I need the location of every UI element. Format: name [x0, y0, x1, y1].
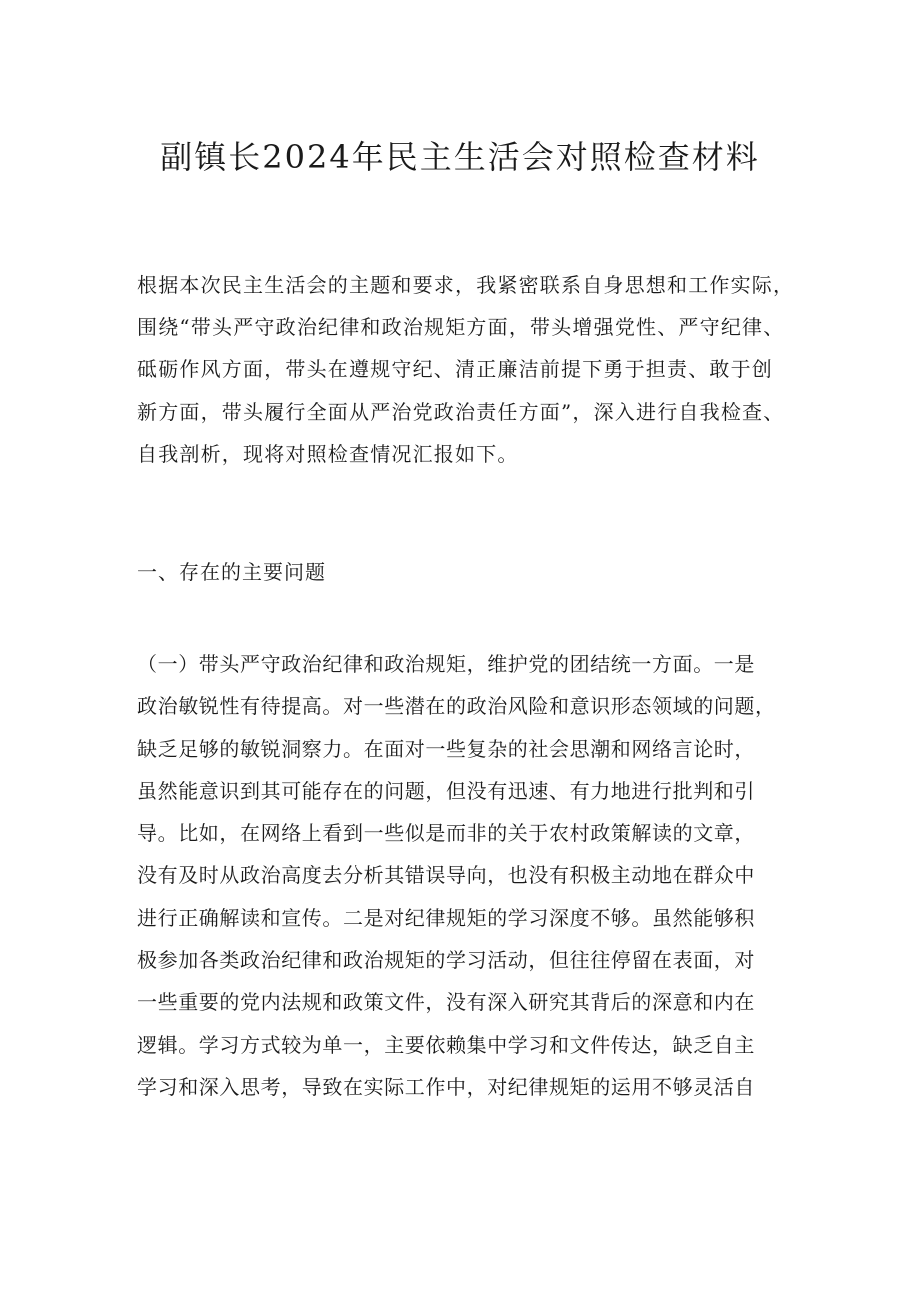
intro-line: 围绕“带头严守政治纪律和政治规矩方面，带头增强党性、严守纪律、: [137, 315, 785, 340]
section1-line: 学习和深入思考，导致在实际工作中，对纪律规矩的运用不够灵活自: [137, 1074, 755, 1099]
section1-line: （一）带头严守政治纪律和政治规矩，维护党的团结统一方面。一是: [137, 652, 755, 676]
section1-line: 进行正确解读和宣传。二是对纪律规矩的学习深度不够。虽然能够积: [137, 905, 755, 930]
section1-line: 政治敏锐性有待提高。对一些潜在的政治风险和意识形态领域的问题，: [137, 694, 776, 719]
section1-line: 导。比如，在网络上看到一些似是而非的关于农村政策解读的文章，: [137, 821, 755, 846]
intro-line: 自我剖析，现将对照检查情况汇报如下。: [137, 441, 519, 466]
document-title: 副镇长2024年民主生活会对照检查材料: [160, 138, 760, 176]
section1-line: 没有及时从政治高度去分析其错误导向，也没有积极主动地在群众中: [137, 863, 755, 888]
section1-line: 逻辑。学习方式较为单一，主要依赖集中学习和文件传达，缺乏自主: [137, 1032, 755, 1057]
intro-paragraph: [137, 264, 797, 475]
section1-line: 缺乏足够的敏锐洞察力。在面对一些复杂的社会思潮和网络言论时，: [137, 736, 755, 761]
intro-line: 砥砺作风方面，带头在遵规守纪、清正廉洁前提下勇于担责、敢于创: [137, 357, 773, 382]
section1-line: 虽然能意识到其可能存在的问题，但没有迅速、有力地进行批判和引: [137, 778, 755, 803]
intro-line: 根据本次民主生活会的主题和要求，我紧密联系自身思想和工作实际，: [137, 273, 795, 297]
section1-line: 一些重要的党内法规和政策文件，没有深入研究其背后的深意和内在: [137, 990, 755, 1015]
section1-line: 极参加各类政治纪律和政治规矩的学习活动，但往往停留在表面，对: [137, 948, 755, 973]
section-heading: 一、存在的主要问题: [137, 560, 326, 584]
section1-paragraph: [137, 643, 797, 1108]
intro-line: 新方面，带头履行全面从严治党政治责任方面”，深入进行自我检查、: [137, 399, 785, 424]
